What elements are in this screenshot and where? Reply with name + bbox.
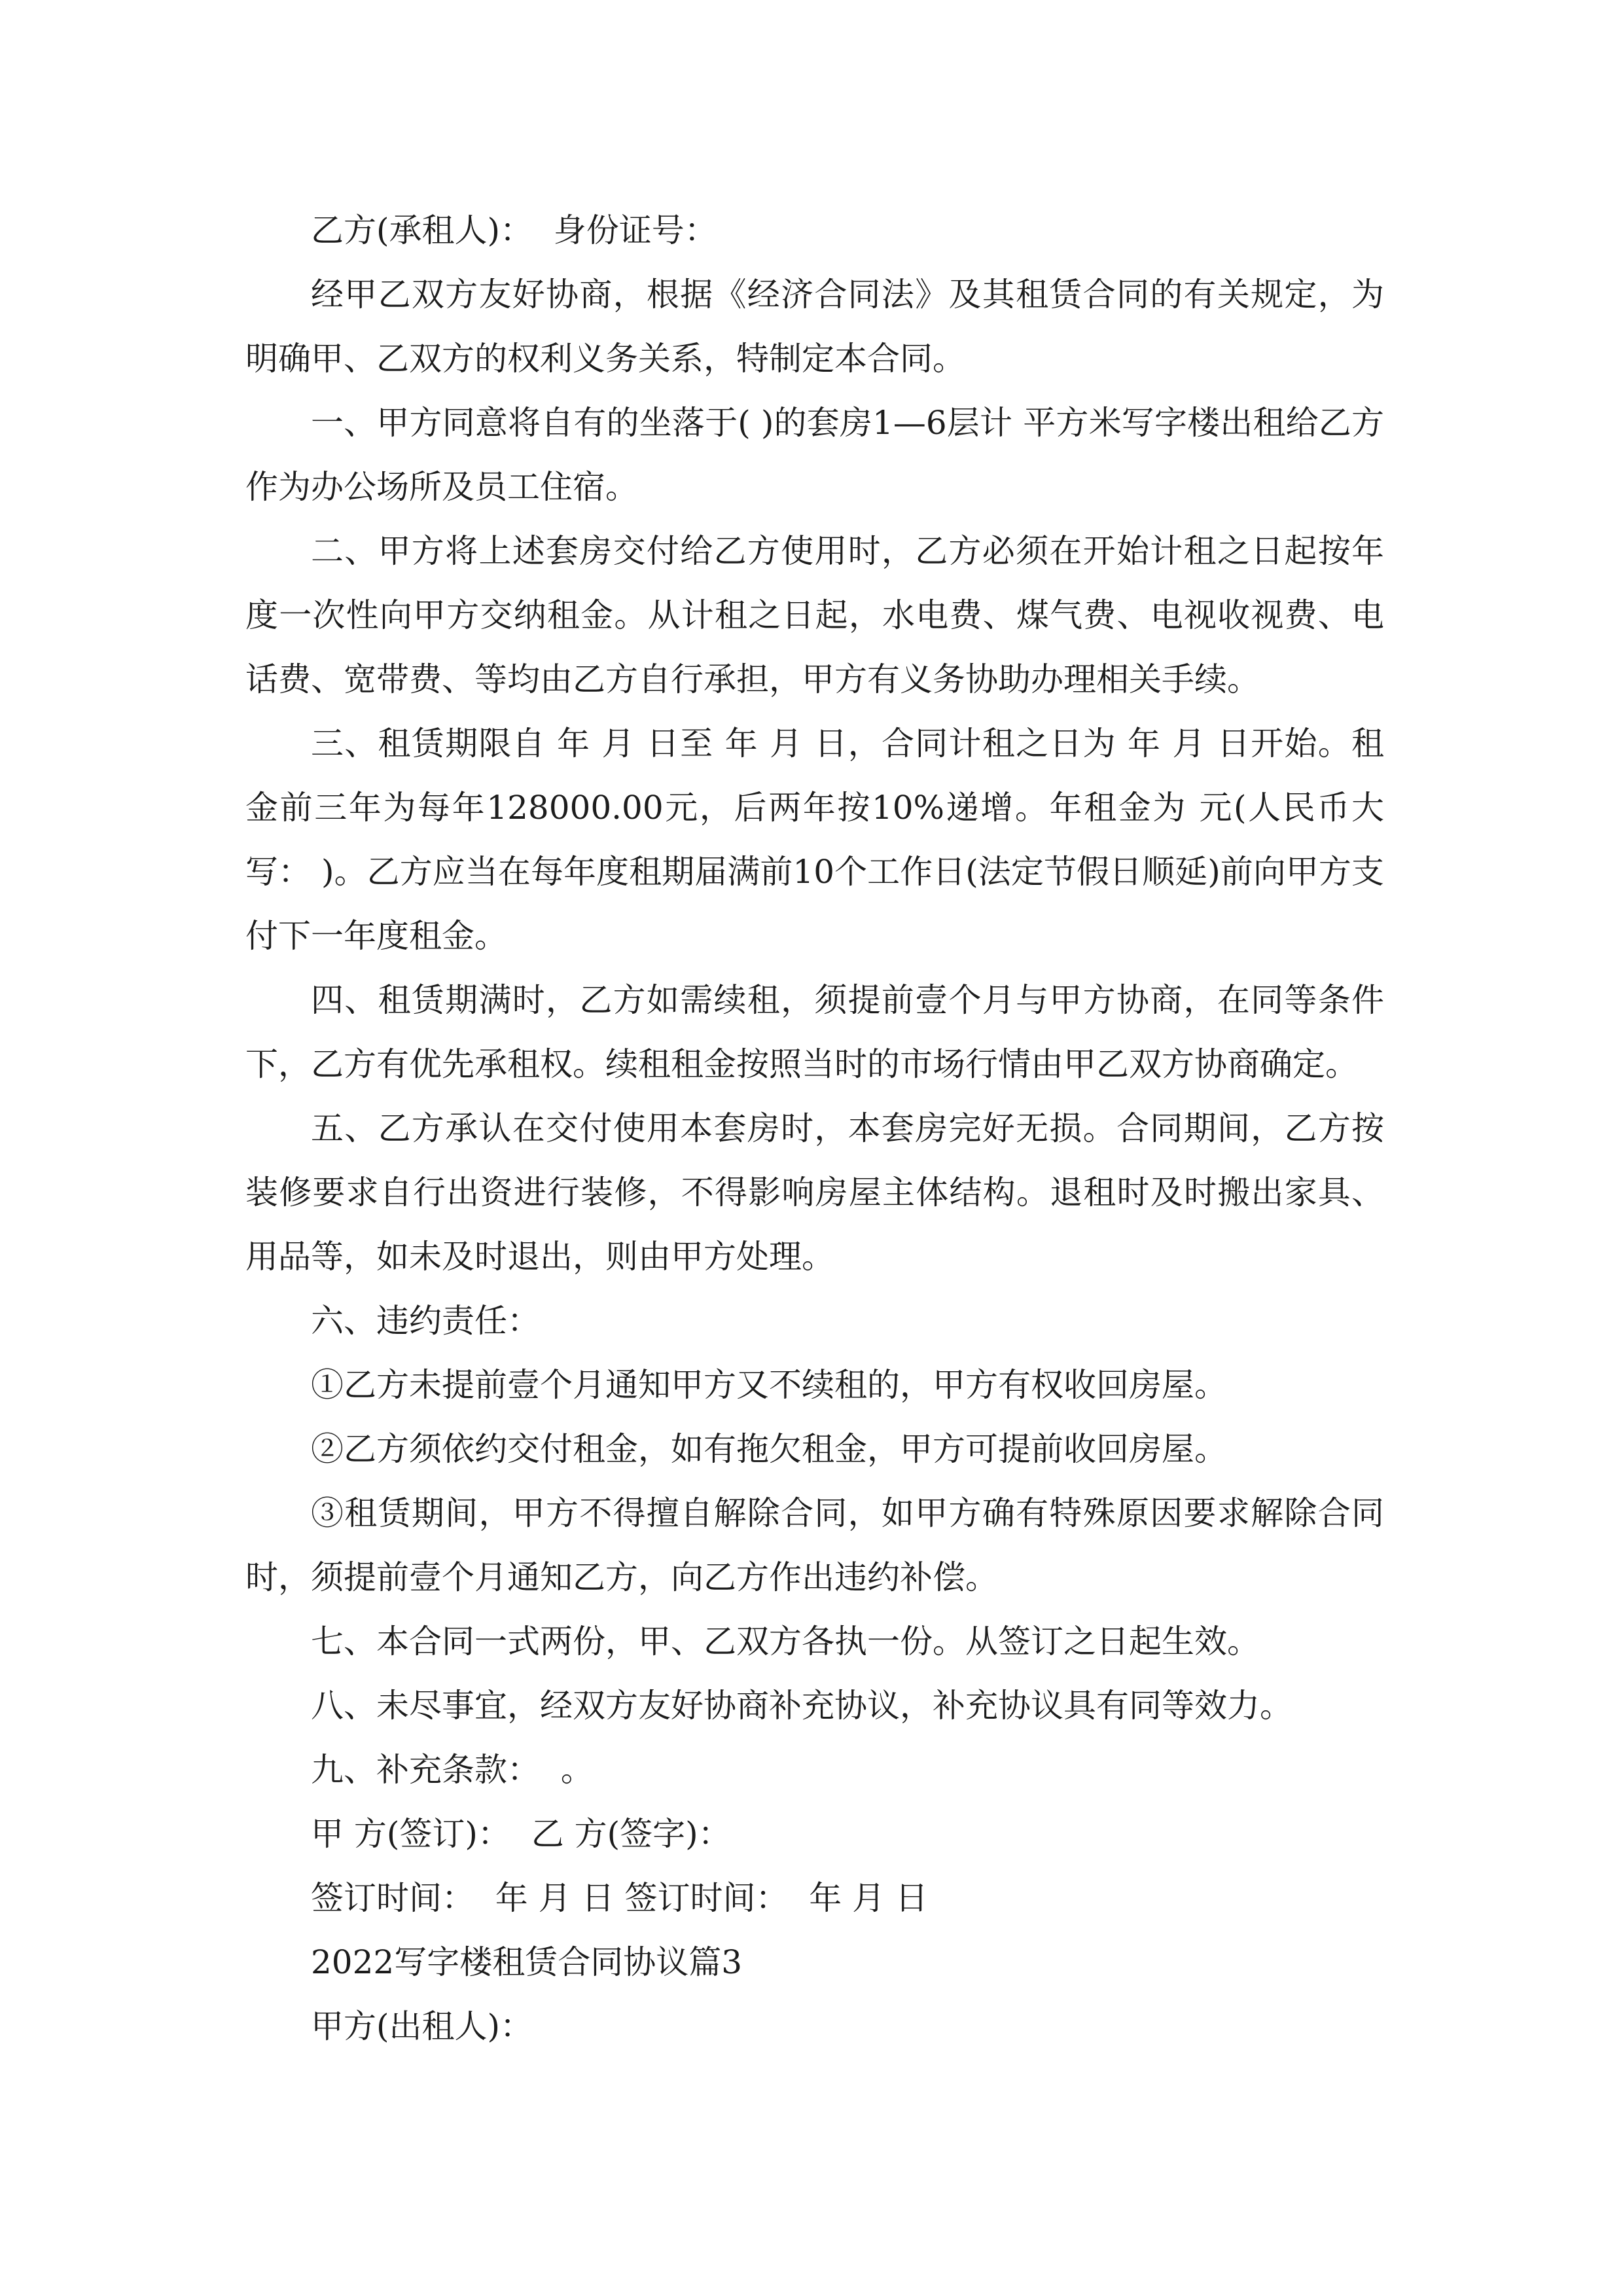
preamble-paragraph: 经甲乙双方友好协商，根据《经济合同法》及其租赁合同的有关规定，为明确甲、乙双方的权利义务关系，特制定本合同。 [245,276,1384,378]
clause-1: 一、甲方同意将自有的坐落于( )的套房1—6层计 平方米写字楼出租给乙方作为办公场所及员工住宿。 [245,404,1384,506]
signing-date-line: 签订时间： 年 月 日 签订时间： 年 月 日 [311,1879,929,1917]
clause-6-heading: 六、违约责任： [311,1302,540,1340]
clause-9: 九、补充条款： 。 [311,1751,594,1789]
clause-6-item-3: ③租赁期间，甲方不得擅自解除合同，如甲方确有特殊原因要求解除合同时，须提前壹个月通知乙方，向乙方作出违约补偿。 [245,1494,1384,1596]
clause-5: 五、乙方承认在交付使用本套房时，本套房完好无损。合同期间，乙方按装修要求自行出资进行装修，不得影响房屋主体结构。退租时及时搬出家具、用品等，如未及时退出，则由甲方处理。 [245,1109,1384,1276]
clause-3: 三、租赁期限自 年 月 日至 年 月 日，合同计租之日为 年 月 日开始。租金前三年为每年128000.00元，后两年按10%递增。年租金为 元(人民币大写： )。乙方应当在每年度租期届满前10个工作日(法定节假日顺延)前向甲方支付下一年度租金。 [245,725,1384,955]
party-b-line: 乙方(承租人)： 身份证号： [311,211,717,249]
clause-4: 四、租赁期满时，乙方如需续租，须提前壹个月与甲方协商，在同等条件下，乙方有优先承租权。续租租金按照当时的市场行情由甲乙双方协商确定。 [245,981,1384,1083]
clause-2: 二、甲方将上述套房交付给乙方使用时，乙方必须在开始计租之日起按年度一次性向甲方交纳租金。从计租之日起，水电费、煤气费、电视收视费、电话费、宽带费、等均由乙方自行承担，甲方有义务协助办理相关手续。 [245,532,1384,698]
clause-8: 八、未尽事宜，经双方友好协商补充协议，补充协议具有同等效力。 [311,1687,1293,1725]
party-a-line: 甲方(出租人)： [311,2007,533,2045]
signature-line: 甲 方(签订)： 乙 方(签字)： [311,1815,731,1853]
clause-7: 七、本合同一式两份，甲、乙双方各执一份。从签订之日起生效。 [311,1623,1260,1660]
section-title: 2022写字楼租赁合同协议篇3 [311,1943,743,1981]
clause-6-item-2: ②乙方须依约交付租金，如有拖欠租金，甲方可提前收回房屋。 [311,1430,1227,1468]
clause-6-item-1: ①乙方未提前壹个月通知甲方又不续租的，甲方有权收回房屋。 [311,1366,1227,1404]
document-body [245,198,1384,2058]
